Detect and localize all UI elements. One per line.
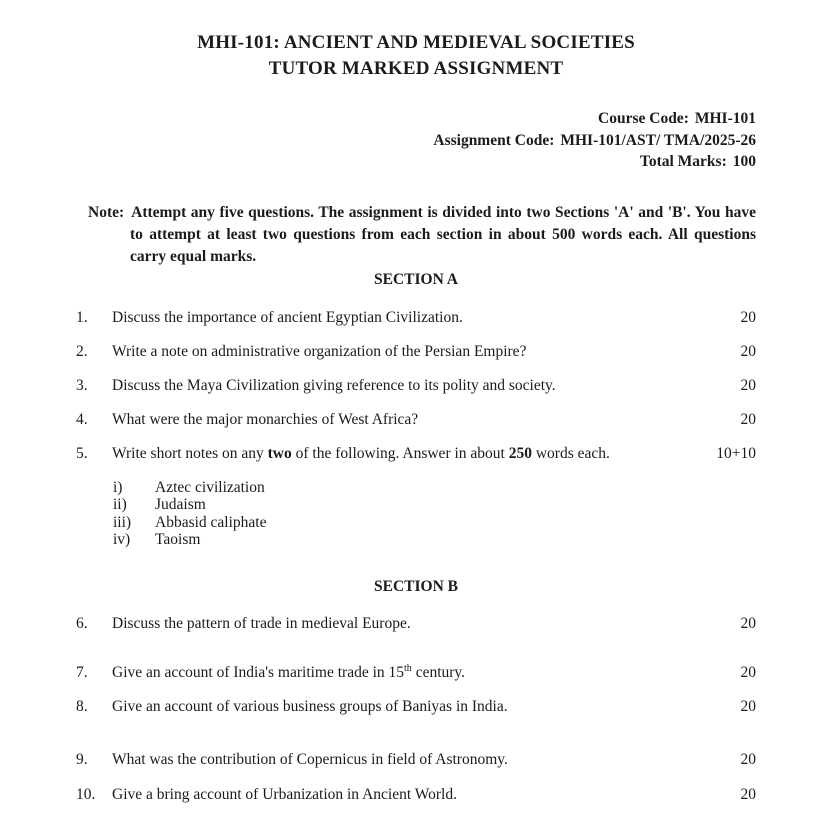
instructions-note <box>76 202 756 268</box>
question-text <box>112 614 708 634</box>
question-marks: 20 <box>740 697 756 715</box>
question-text <box>112 410 708 430</box>
section-a <box>76 270 756 549</box>
subquestion-text: Abbasid caliphate <box>155 513 267 531</box>
question-number: 3. <box>76 376 88 394</box>
question-text-segment: two <box>267 444 292 462</box>
question-text-segment: Write short notes on any <box>112 444 268 462</box>
total-marks-line <box>76 151 756 173</box>
question-number: 8. <box>76 697 88 715</box>
document-title-line2: TUTOR MARKED ASSIGNMENT <box>268 58 564 80</box>
question-text-segment: What were the major monarchies of West Africa? <box>112 410 419 428</box>
total-marks-value: 100 <box>732 153 756 171</box>
question-text-segment: What was the contribution of Copernicus in field of Astronomy. <box>112 750 508 768</box>
question-marks: 20 <box>740 342 756 360</box>
subquestion-item <box>113 514 756 532</box>
note-label: Note: <box>88 203 125 221</box>
subquestion-list <box>113 479 756 549</box>
subquestion-text: Judaism <box>155 496 206 514</box>
question-marks: 20 <box>740 663 756 681</box>
section-heading: SECTION A <box>374 270 458 288</box>
subquestion-text: Aztec civilization <box>155 478 265 496</box>
question-number: 4. <box>76 410 88 428</box>
subquestion-item <box>113 479 756 497</box>
question-marks: 20 <box>740 750 756 768</box>
assignment-code-label: Assignment Code: <box>433 131 555 149</box>
subquestion-label: ii) <box>113 496 127 514</box>
question-marks: 10+10 <box>716 444 756 462</box>
question-marks: 20 <box>740 785 756 803</box>
assignment-code-line <box>76 130 756 152</box>
question-row <box>76 376 756 396</box>
section-b <box>76 577 756 805</box>
question-text <box>112 785 708 805</box>
question-text-segment: Give an account of various business groups of Baniyas in India. <box>112 697 508 715</box>
question-text-segment: century. <box>411 663 466 681</box>
subquestion-text: Taoism <box>155 531 201 549</box>
question-row <box>76 663 756 683</box>
question-text-segment: th <box>404 662 412 674</box>
question-number: 5. <box>76 444 88 462</box>
question-marks: 20 <box>740 410 756 428</box>
question-row <box>76 785 756 805</box>
subquestion-item <box>113 496 756 514</box>
course-code-line <box>76 108 756 130</box>
course-meta <box>76 108 756 173</box>
question-text <box>112 376 708 396</box>
question-number: 2. <box>76 342 88 360</box>
assignment-code-value: MHI-101/AST/ TMA/2025-26 <box>560 131 756 149</box>
total-marks-label: Total Marks: <box>639 153 727 171</box>
question-text-segment: Discuss the Maya Civilization giving reference to its polity and society. <box>112 376 556 394</box>
question-marks: 20 <box>740 614 756 632</box>
course-code-value: MHI-101 <box>694 110 756 128</box>
question-number: 7. <box>76 663 88 681</box>
question-row <box>76 342 756 362</box>
question-row <box>76 444 756 464</box>
question-text <box>112 750 708 770</box>
question-text-segment: words each. <box>531 444 610 462</box>
question-number: 10. <box>76 785 96 803</box>
question-text-segment: Discuss the importance of ancient Egyptian Civilization. <box>112 308 463 326</box>
question-text <box>112 697 708 717</box>
course-code-label: Course Code: <box>598 110 689 128</box>
document-header <box>76 30 756 82</box>
subquestion-label: iv) <box>113 531 131 549</box>
question-row <box>76 614 756 634</box>
question-row <box>76 750 756 770</box>
question-text-segment: Give an account of India's maritime trade in 15 <box>112 663 405 681</box>
question-row <box>76 697 756 717</box>
question-text-segment: Discuss the pattern of trade in medieval Europe. <box>112 614 411 632</box>
subquestion-label: iii) <box>113 513 132 531</box>
subquestion-item <box>113 531 756 549</box>
question-text-segment: Give a bring account of Urbanization in Ancient World. <box>112 785 457 803</box>
question-text-segment: of the following. Answer in about <box>291 444 509 462</box>
question-number: 9. <box>76 750 88 768</box>
question-number: 6. <box>76 614 88 632</box>
question-number: 1. <box>76 308 88 326</box>
question-row <box>76 410 756 430</box>
question-text <box>112 308 708 328</box>
note-text: Attempt any five questions. The assignment is divided into two Sections 'A' and 'B'. You have to attempt at least two questions from each section in about 500 words each. All questions carry equal marks. <box>130 203 756 265</box>
subquestion-label: i) <box>113 478 123 496</box>
question-text-segment: Write a note on administrative organization of the Persian Empire? <box>112 342 527 360</box>
question-text-segment: 250 <box>508 444 532 462</box>
question-text <box>112 342 708 362</box>
document-title-line1: MHI-101: ANCIENT AND MEDIEVAL SOCIETIES <box>197 32 635 53</box>
question-text <box>112 444 708 464</box>
question-marks: 20 <box>740 308 756 326</box>
question-row <box>76 308 756 328</box>
section-heading: SECTION B <box>374 577 458 595</box>
question-text <box>112 663 708 683</box>
question-marks: 20 <box>740 376 756 394</box>
sections-container <box>76 270 756 805</box>
